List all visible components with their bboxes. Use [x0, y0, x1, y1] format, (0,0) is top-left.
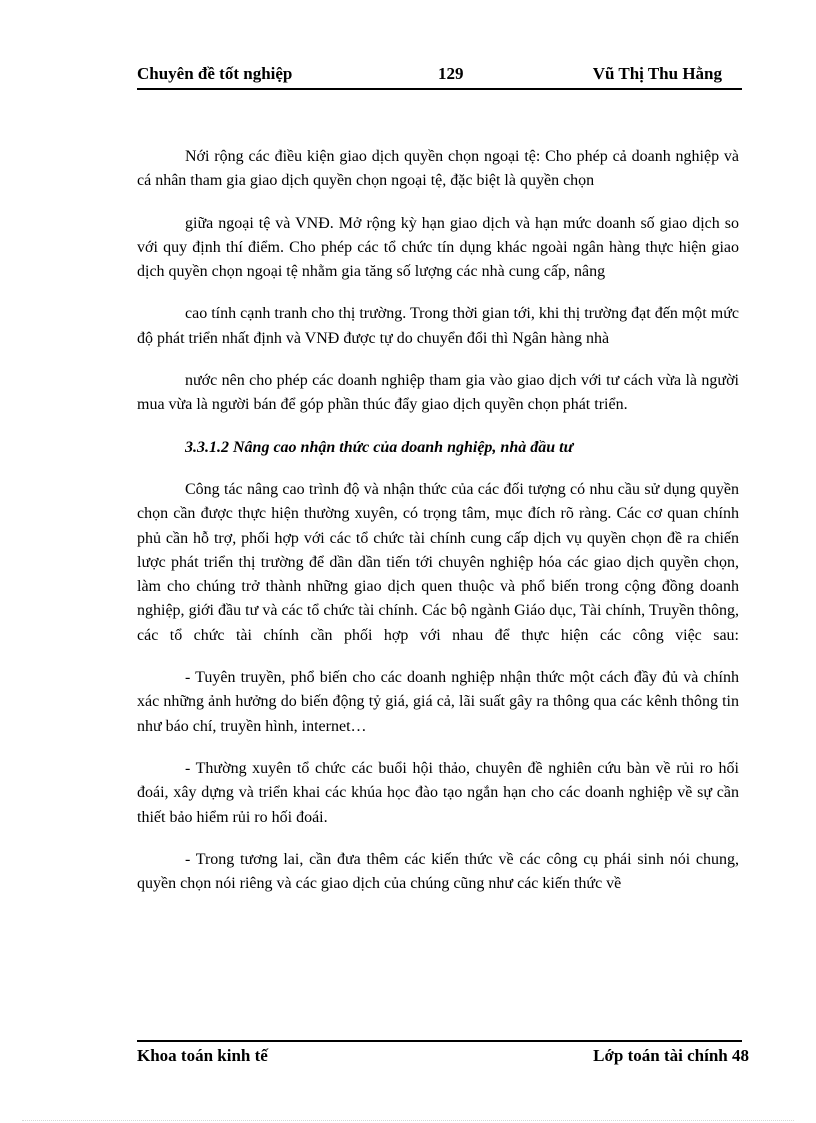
bullet-paragraph: - Tuyên truyền, phổ biến cho các doanh nghiệp nhận thức một cách đầy đủ và chính xác những ảnh hưởng do biến động tỷ giá, giá cả, lãi suất gây ra thông qua các kênh thông tin như báo chí, truyền hình, internet…	[137, 669, 739, 735]
page-header	[137, 62, 742, 90]
paragraph: Công tác nâng cao trình độ và nhận thức của các đối tượng có nhu cầu sử dụng quyền chọn cần được thực hiện thường xuyên, có trọng tâm, mục đích rõ ràng. Các cơ quan chính phủ cần hỗ trợ, phối hợp với các tổ chức tài chính cung cấp dịch vụ quyền chọn đề ra chiến lược phát triển thị trường để dần dần tiến tới chuyên nghiệp hóa các giao dịch quyền chọn, làm cho chúng trở thành những giao dịch quen thuộc và phổ biến trong cộng đồng doanh nghiệp, giới đầu tư và các tổ chức tài chính. Các bộ ngành Giáo dục, Tài chính, Truyền thông, các tổ chức tài chính cần phối hợp với nhau để thực hiện các công việc sau:	[137, 480, 739, 644]
paragraph: nước nên cho phép các doanh nghiệp tham gia vào giao dịch với tư cách vừa là người mua vừa là người bán để góp phần thúc đẩy giao dịch quyền chọn phát triển.	[137, 372, 739, 414]
header-author-name: Vũ Thị Thu Hằng	[592, 64, 722, 83]
header-thesis-title: Chuyên đề tốt nghiệp	[137, 64, 293, 83]
footer-class: Lớp toán tài chính 48	[593, 1046, 749, 1065]
header-page-number: 129	[438, 64, 464, 83]
section-heading: 3.3.1.2 Nâng cao nhận thức của doanh nghiệp, nhà đầu tư	[185, 438, 574, 456]
footer-faculty: Khoa toán kinh tế	[137, 1046, 268, 1065]
document-body	[137, 145, 739, 896]
paragraph: cao tính cạnh tranh cho thị trường. Trong thời gian tới, khi thị trường đạt đến một mức độ phát triển nhất định và VNĐ được tự do chuyển đổi thì Ngân hàng nhà	[137, 305, 739, 347]
paragraph: giữa ngoại tệ và VNĐ. Mở rộng kỳ hạn giao dịch và hạn mức doanh số giao dịch so với quy định thí điểm. Cho phép các tổ chức tín dụng khác ngoài ngân hàng thực hiện giao dịch quyền chọn ngoại tệ nhằm gia tăng số lượng các nhà cung cấp, nâng	[137, 214, 739, 281]
paragraph: Nới rộng các điều kiện giao dịch quyền chọn ngoại tệ: Cho phép cả doanh nghiệp và cá nhân tham gia giao dịch quyền chọn ngoại tệ, đặc biệt là quyền chọn	[137, 148, 739, 190]
bullet-paragraph: - Thường xuyên tổ chức các buổi hội thảo, chuyên đề nghiên cứu bàn về rủi ro hối đoái, xây dựng và triển khai các khúa học đào tạo ngắn hạn cho các doanh nghiệp về sự cần thiết bảo hiểm rủi ro hối đoái.	[137, 759, 739, 826]
page-bottom-edge	[22, 1120, 794, 1121]
bullet-paragraph: - Trong tương lai, cần đưa thêm các kiến thức về các công cụ phái sinh nói chung, quyền chọn nói riêng và các giao dịch của chúng cũng như các kiến thức về	[137, 850, 739, 893]
footer-divider	[137, 1040, 742, 1042]
